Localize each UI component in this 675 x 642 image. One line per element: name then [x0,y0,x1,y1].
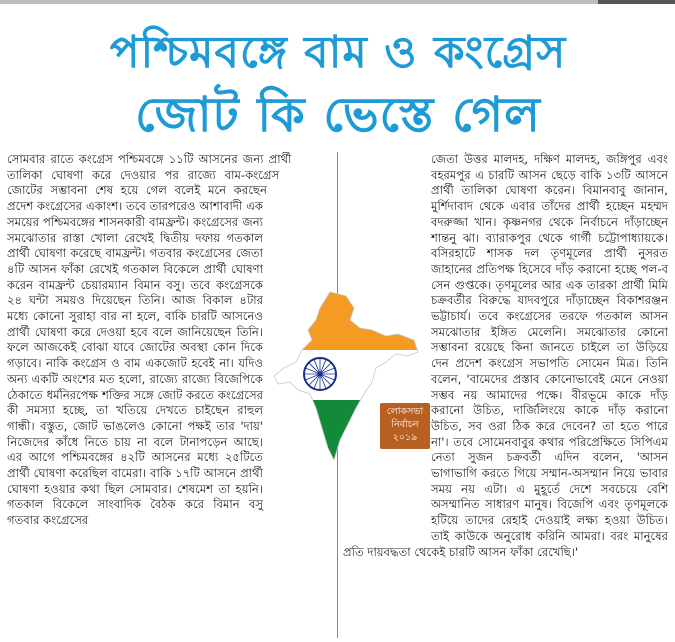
ashoka-chakra-icon [304,358,336,390]
map-white-band [268,350,428,400]
article-right-text: জেতা উত্তর মালদহ, দক্ষিণ মালদহ, জঙ্গিপুর এবং বহরমপুর এ চারটি আসন ছেড়ে বাকি ১৩টি আসনে প্রার্থী তালিকা ঘোষণা করেন। বিমানবাবু জানান, মুর্শিদাবাদ থেকে এবার তাঁদের প্রার্থী হচ্ছেন মহম্মদ বদরুজ্জা খান। কৃষ্ণনগর থেকে নির্বাচনে দাঁড়াচ্ছেন শান্তনু ঝা। ব্যারাকপুর থেকে গার্গী চট্টোপাধ্যায়কে। বসিরহাটে শাসক দল তৃণমূলের প্রার্থী নুসরত জাহানের প্রতিপক্ষ হিসেবে দাঁড় করানো হচ্ছে পল-ব সেন গুপ্তকে। তৃণমূলের আর এক তারকা প্রার্থী মিমি চক্রবর্তীর বিরুদ্ধে যাদবপুরে দাঁড়াচ্ছেন বিকাশরঞ্জন ভট্টাচার্য। তবে কংগ্রেসের তরফে গতকাল আসন সমঝোতার ইঙ্গিত মেলেনি। সমঝোতার কোনো সম্ভাবনা রয়েছে কিনা জানতে চাইলে তা উড়িয়ে দেন প্রদেশ কংগ্রেস সভাপতি সোমেন মিত্র। তিনি বলেন, 'বামেদের প্রস্তাব কোনোভাবেই মেনে নেওয়া সম্ভব নয় আমাদের পক্ষে। বীরভূমে কাকে দাঁড় করানো উচিত, দার্জিলিংয়ে কাকে দাঁড় করানো উচিত, সব ওরা ঠিক করে দেবেন? তা হতে পারে না'। তবে সোমেনবাবুর কথার পরিপ্রেক্ষিতে সিপিএম নেতা সুজন চক্রবর্তী এদিন বলেন, 'আসন ভাগাভাগি করতে গিয়ে সম্মান-অসম্মান নিয়ে ভাবার সময় নয় এটা। এ মুহূর্তে দেশে সবচেয়ে বেশি অসম্মানিত সাধারণ মানুষ। বিজেপি এবং তৃণমূলকে হটিয়ে তাদের রেহাই দেওয়াই লক্ষ্য হওয়া উচিত। তাই কাউকে অনুরোধ করিনি আমরা। বরং মানুষের প্রতি দায়বদ্ধতা থেকেই চারটি আসন ফাঁকা রেখেছি।' [343,152,668,559]
stamp-line-2: নির্বাচন [391,419,419,430]
article-left-text: সোমবার রাতে কংগ্রেস পশ্চিমবঙ্গে ১১টি আসনের জন্য প্রার্থী তালিকা ঘোষণা করে দেওয়ার পর রাজ্যে বাম-কংগ্রেস জোটের সম্ভাবনা শেষ হয়ে গেল বলেই মনে করছেন প্রদেশ কংগ্রেসের একাংশ। তবে তারপরেও আশাবাদী এক সময়ের পশ্চিমবঙ্গের শাসনকারী বামফ্রন্ট। কংগ্রেসের জন্য সমঝোতার রাস্তা খোলা রেখেই দ্বিতীয় দফায় গতকাল প্রার্থী ঘোষণা করেছে বামফ্রন্ট। গতবার কংগ্রেসের জেতা ৪টি আসন ফাঁকা রেখেই গতকাল বিকেলে প্রার্থী ঘোষণা করেন বামফ্রন্ট চেয়ারম্যান বিমান বসু। তবে কংগ্রেসকে ২৪ ঘন্টা সময়ও দিয়েছেন তিনি। আজ বিকাল ৪টার মধ্যে কোনো সুরাহা বার না হলে, বাকি চারটি আসনেও প্রার্থী ঘোষণা করে দেওয়া হবে বলে জানিয়েছেন তিনি। ফলে আজকেই বোঝা যাবে জোটের অবস্থা কোন দিকে গড়াবে। নাকি কংগ্রেস ও বাম একজোট হবেই না। যদিও অন্য একটি অংশের মত হলো, রাজ্যে রাজ্যে বিজেপিকে ঠেকাতে ধর্মনিরপেক্ষ শক্তির সঙ্গে জোট করতে কংগ্রেসের কী সমস্যা হচ্ছে, তা খতিয়ে দেখতে চাইছেন রাহুল গান্ধী। বস্তুত, জোট ভাঙলেও কোনো পক্ষই তার 'দায়' নিজেদের কাঁধে নিতে চায় না বলে টানাপড়েন আছে। এর আগে পশ্চিমবঙ্গের ৪২টি আসনের মধ্যে ২৫টিতে প্রার্থী ঘোষণা করেছিল বামেরা। বাকি ১৭টি আসনে প্রার্থী ঘোষণা হওয়ার কথা ছিল সোমবার। শেষমেশ তা হয়নি। গতকাল বিকেলে সাংবাদিক বৈঠক করে বিমান বসু গতবার কংগ্রেসের [7,152,292,528]
headline [20,22,656,146]
top-border-line [0,0,675,4]
stamp-line-1: লোকসভা [386,406,424,417]
top-border-accent [598,0,675,4]
stamp-line-3: ২০১৯ [392,432,418,443]
election-stamp [380,403,430,449]
headline-line-1: পশ্চিমবঙ্গে বাম ও কংগ্রেস [109,27,567,78]
headline-line-2: জোট কি ভেস্তে গেল [135,87,541,143]
